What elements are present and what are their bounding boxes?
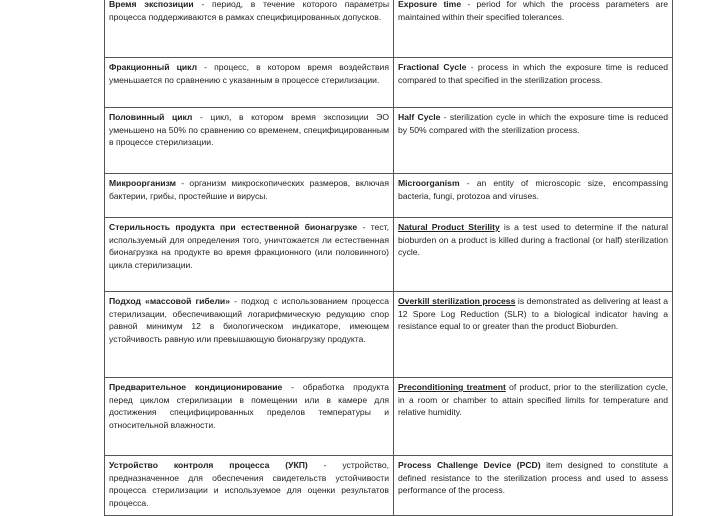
ru-definition-cell [105,58,394,108]
en-definition-cell [394,218,673,292]
ru-definition-cell [105,0,394,58]
ru-definition-cell [105,378,394,456]
en-definition: is a test used to determine if the natural bioburden on a product is killed during a fractional (or half) sterilization cycle. [398,222,668,258]
ru-term: Микроорганизм [109,178,176,188]
en-term: Fractional Cycle [398,62,467,72]
ru-definition-cell [105,456,394,516]
table-row [105,58,673,108]
en-definition: - process in which the exposure time is reduced compared to that specified in the sterilization process. [398,62,668,85]
en-definition: - period for which the process parameters are maintained within their specified tolerances. [398,0,668,22]
ru-definition: - процесс, в котором время воздействия уменьшается по сравнению с указанным в процессе стерилизации. [109,62,389,85]
ru-term: Подход «массовой гибели» [109,296,230,306]
ru-term: Половинный цикл [109,112,193,122]
ru-term: Предварительное кондиционирование [109,382,283,392]
table-row [105,292,673,378]
glossary-table [104,0,673,516]
table-row [105,174,673,218]
en-definition-cell [394,0,673,58]
ru-term: Устройство контроля процесса (УКП) [109,460,308,470]
en-term: Process Challenge Device (PCD) [398,460,541,470]
table-row [105,378,673,456]
en-term: Natural Product Sterility [398,222,500,232]
ru-term: Фракционный цикл [109,62,198,72]
table-row [105,0,673,58]
ru-term: Стерильность продукта при естественной бионагрузке [109,222,358,232]
en-definition-cell [394,58,673,108]
ru-definition: - период, в течение которого параметры процесса поддерживаются в рамках специфицированных допусков. [109,0,390,22]
en-definition-cell [394,378,673,456]
ru-definition-cell [105,292,394,378]
ru-definition: - цикл, в котором время экспозиции ЭО уменьшено на 50% по сравнению со временем, специфицированным в процессе стерилизации. [109,112,390,148]
ru-definition: - тест, используемый для определения того, уничтожается ли естественная бионагрузка на продукте во время фракционного (или половинного) цикла стерилизации. [109,222,389,270]
ru-definition: - обработка продукта перед циклом стерилизации в помещении или в камере для достижения специфицированных пределов температуры и относительной влажности. [109,382,389,430]
ru-definition: - организм микроскопических размеров, включая бактерии, грибы, простейшие и вирусы. [109,178,389,201]
table-row [105,218,673,292]
en-definition: of product, prior to the sterilization cycle, in a room or chamber to attain specified limits for temperature and relative humidity. [398,382,668,418]
table-row [105,456,673,516]
en-term: Exposure time [398,0,462,9]
table-row [105,108,673,174]
en-definition: - sterilization cycle in which the exposure time is reduced by 50% compared with the sterilization process. [398,112,668,135]
en-definition-cell [394,108,673,174]
ru-definition-cell [105,218,394,292]
en-term: Microorganism [398,178,460,188]
en-term: Half Cycle [398,112,441,122]
en-term: Overkill sterilization process [398,296,516,306]
en-definition-cell [394,456,673,516]
en-definition: is demonstrated as delivering at least a 12 Spore Log Reduction (SLR) to a biological indicator having a resistance equal to or greater than the product Bioburden. [398,296,668,332]
ru-definition-cell [105,174,394,218]
ru-definition: - подход с использованием процесса стерилизации, обеспечивающий логарифмическую редукцию спор равной минимум 12 в биологическом индикаторе, имеющем устойчивость равную или превышающую бионагрузку продукта. [109,296,390,344]
ru-definition-cell [105,108,394,174]
ru-definition: - устройство, предназначенное для обеспечения свидетельств устойчивости процесса стерилизации и используемое для оценки результатов процесса. [109,460,389,508]
en-definition: item designed to constitute a defined resistance to the sterilization process and used to assess performance of the process. [398,460,668,496]
en-term: Preconditioning treatment [398,382,506,392]
en-definition: - an entity of microscopic size, encompassing bacteria, fungi, protozoa and viruses. [398,178,668,201]
ru-term: Время экспозиции [109,0,194,9]
en-definition-cell [394,292,673,378]
en-definition-cell [394,174,673,218]
